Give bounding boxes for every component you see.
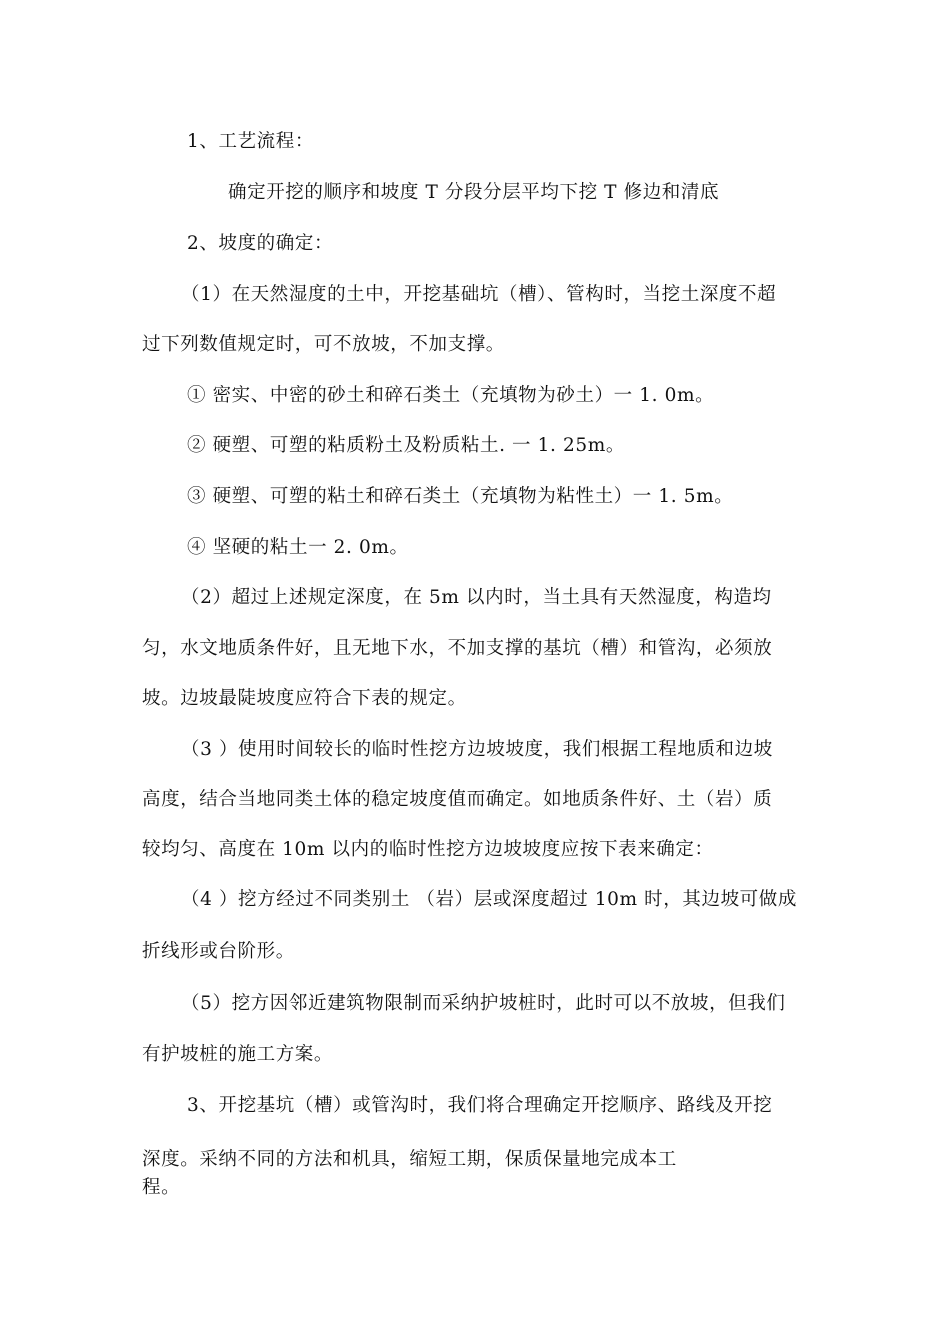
process-flow: 确定开挖的顺序和坡度 T 分段分层平均下挖 T 修边和清底	[228, 182, 720, 203]
para5-line1: （5）挖方因邻近建筑物限制而采纳护坡桩时，此时可以不放坡，但我们	[181, 993, 786, 1014]
para3-line2: 高度，结合当地同类土体的稳定坡度值而确定。如地质条件好、土（岩）质	[142, 789, 773, 810]
para2-line2: 匀，水文地质条件好，且无地下水，不加支撑的基坑（槽）和管沟，必须放	[142, 638, 773, 659]
section3-line1: 3、开挖基坑（槽）或管沟时，我们将合理确定开挖顺序、路线及开挖	[187, 1095, 773, 1116]
para2-line3: 坡。边坡最陡坡度应符合下表的规定。	[142, 688, 467, 709]
para3-line3: 较均匀、高度在 10m 以内的临时性挖方边坡坡度应按下表来确定：	[142, 839, 714, 860]
section3-line2: 深度。采纳不同的方法和机具，缩短工期，保质保量地完成本工	[142, 1149, 677, 1170]
para3-line1: （3 ）使用时间较长的临时性挖方边坡坡度，我们根据工程地质和边坡	[181, 739, 773, 760]
list-item-4: ④ 坚硬的粘土一 2. 0m。	[187, 537, 409, 558]
para1-line2: 过下列数值规定时，可不放坡，不加支撑。	[142, 334, 505, 355]
para4-line2: 折线形或台阶形。	[142, 941, 295, 962]
para1-line1: （1）在天然湿度的土中，开挖基础坑（槽）、管构时，当挖土深度不超	[181, 284, 777, 305]
list-item-2: ② 硬塑、可塑的粘质粉土及粉质粘土. 一 1. 25m。	[187, 435, 625, 456]
list-item-1: ① 密实、中密的砂土和碎石类土（充填物为砂土）一 1. 0m。	[187, 385, 715, 406]
section1-heading: 1、工艺流程：	[187, 131, 314, 152]
para4-line1: （4 ）挖方经过不同类别土 （岩）层或深度超过 10m 时，其边坡可做成	[181, 889, 797, 910]
para5-line2: 有护坡桩的施工方案。	[142, 1044, 334, 1065]
section3-line3: 程。	[142, 1177, 181, 1198]
para2-line1: （2）超过上述规定深度，在 5m 以内时，当土具有天然湿度，构造均	[181, 587, 772, 608]
section2-heading: 2、坡度的确定：	[187, 233, 334, 254]
list-item-3: ③ 硬塑、可塑的粘土和碎石类土（充填物为粘性土）一 1. 5m。	[187, 486, 734, 507]
